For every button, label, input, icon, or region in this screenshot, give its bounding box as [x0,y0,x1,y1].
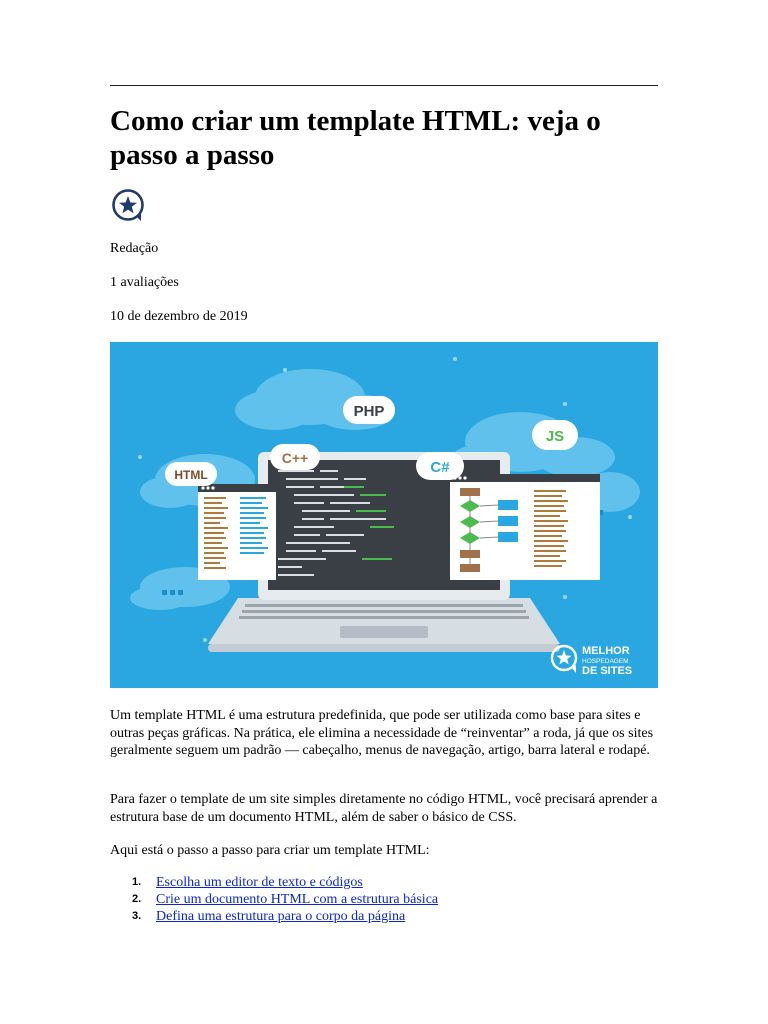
steps-list [110,874,658,925]
html-bubble [165,462,217,486]
steps-intro-paragraph: Aqui está o passo a passo para criar um template HTML: [110,843,430,858]
ratings-count: 1 avaliações [110,275,179,290]
requirements-paragraph: Para fazer o template de um site simples diretamente no código HTML, você precisará aprender a estrutura base de um documento HTML, além de saber o básico de CSS. [110,792,658,825]
step-number: 3. [132,910,142,922]
list-item [110,874,658,891]
laptop-touchpad [340,626,428,638]
step-number: 2. [132,893,142,905]
list-item [110,908,658,925]
svg-text:C++: C++ [281,450,309,466]
hero-illustration [110,342,658,688]
js-bubble [532,420,578,450]
step-link-editor[interactable]: Escolha um editor de texto e códigos [156,875,363,890]
cpp-bubble [270,444,320,470]
publish-date: 10 de dezembro de 2019 [110,309,248,324]
step-link-document[interactable]: Crie um documento HTML com a estrutura básica [156,892,439,907]
csharp-bubble [416,452,464,480]
top-divider [110,85,658,86]
step-link-body-structure[interactable]: Defina uma estrutura para o corpo da página [156,909,406,924]
article-title: Como criar um template HTML: veja o passo a passo [110,105,601,171]
intro-paragraph: Um template HTML é uma estrutura predefinida, que pode ser utilizada como base para sites e outras peças gráficas. Na prática, ele elimina a necessidade de “reinventar” a roda, já que os sites geralmente seguem um padrão — cabeçalho, menus de navegação, artigo, barra lateral e rodapé. [110,708,654,758]
php-bubble [343,396,395,424]
site-logo-icon [110,188,146,224]
brand-name-line1: MELHOR [582,645,630,657]
svg-text:PHP: PHP [353,403,385,420]
brand-name-line2: HOSPEDAGEM [582,658,629,665]
author-name: Redação [110,241,159,256]
list-item [110,891,658,908]
svg-text:HTML: HTML [174,468,208,482]
svg-text:JS: JS [545,428,565,445]
brand-name-line3: DE SITES [582,665,633,677]
svg-text:C#: C# [430,459,450,476]
step-number: 1. [132,876,142,888]
